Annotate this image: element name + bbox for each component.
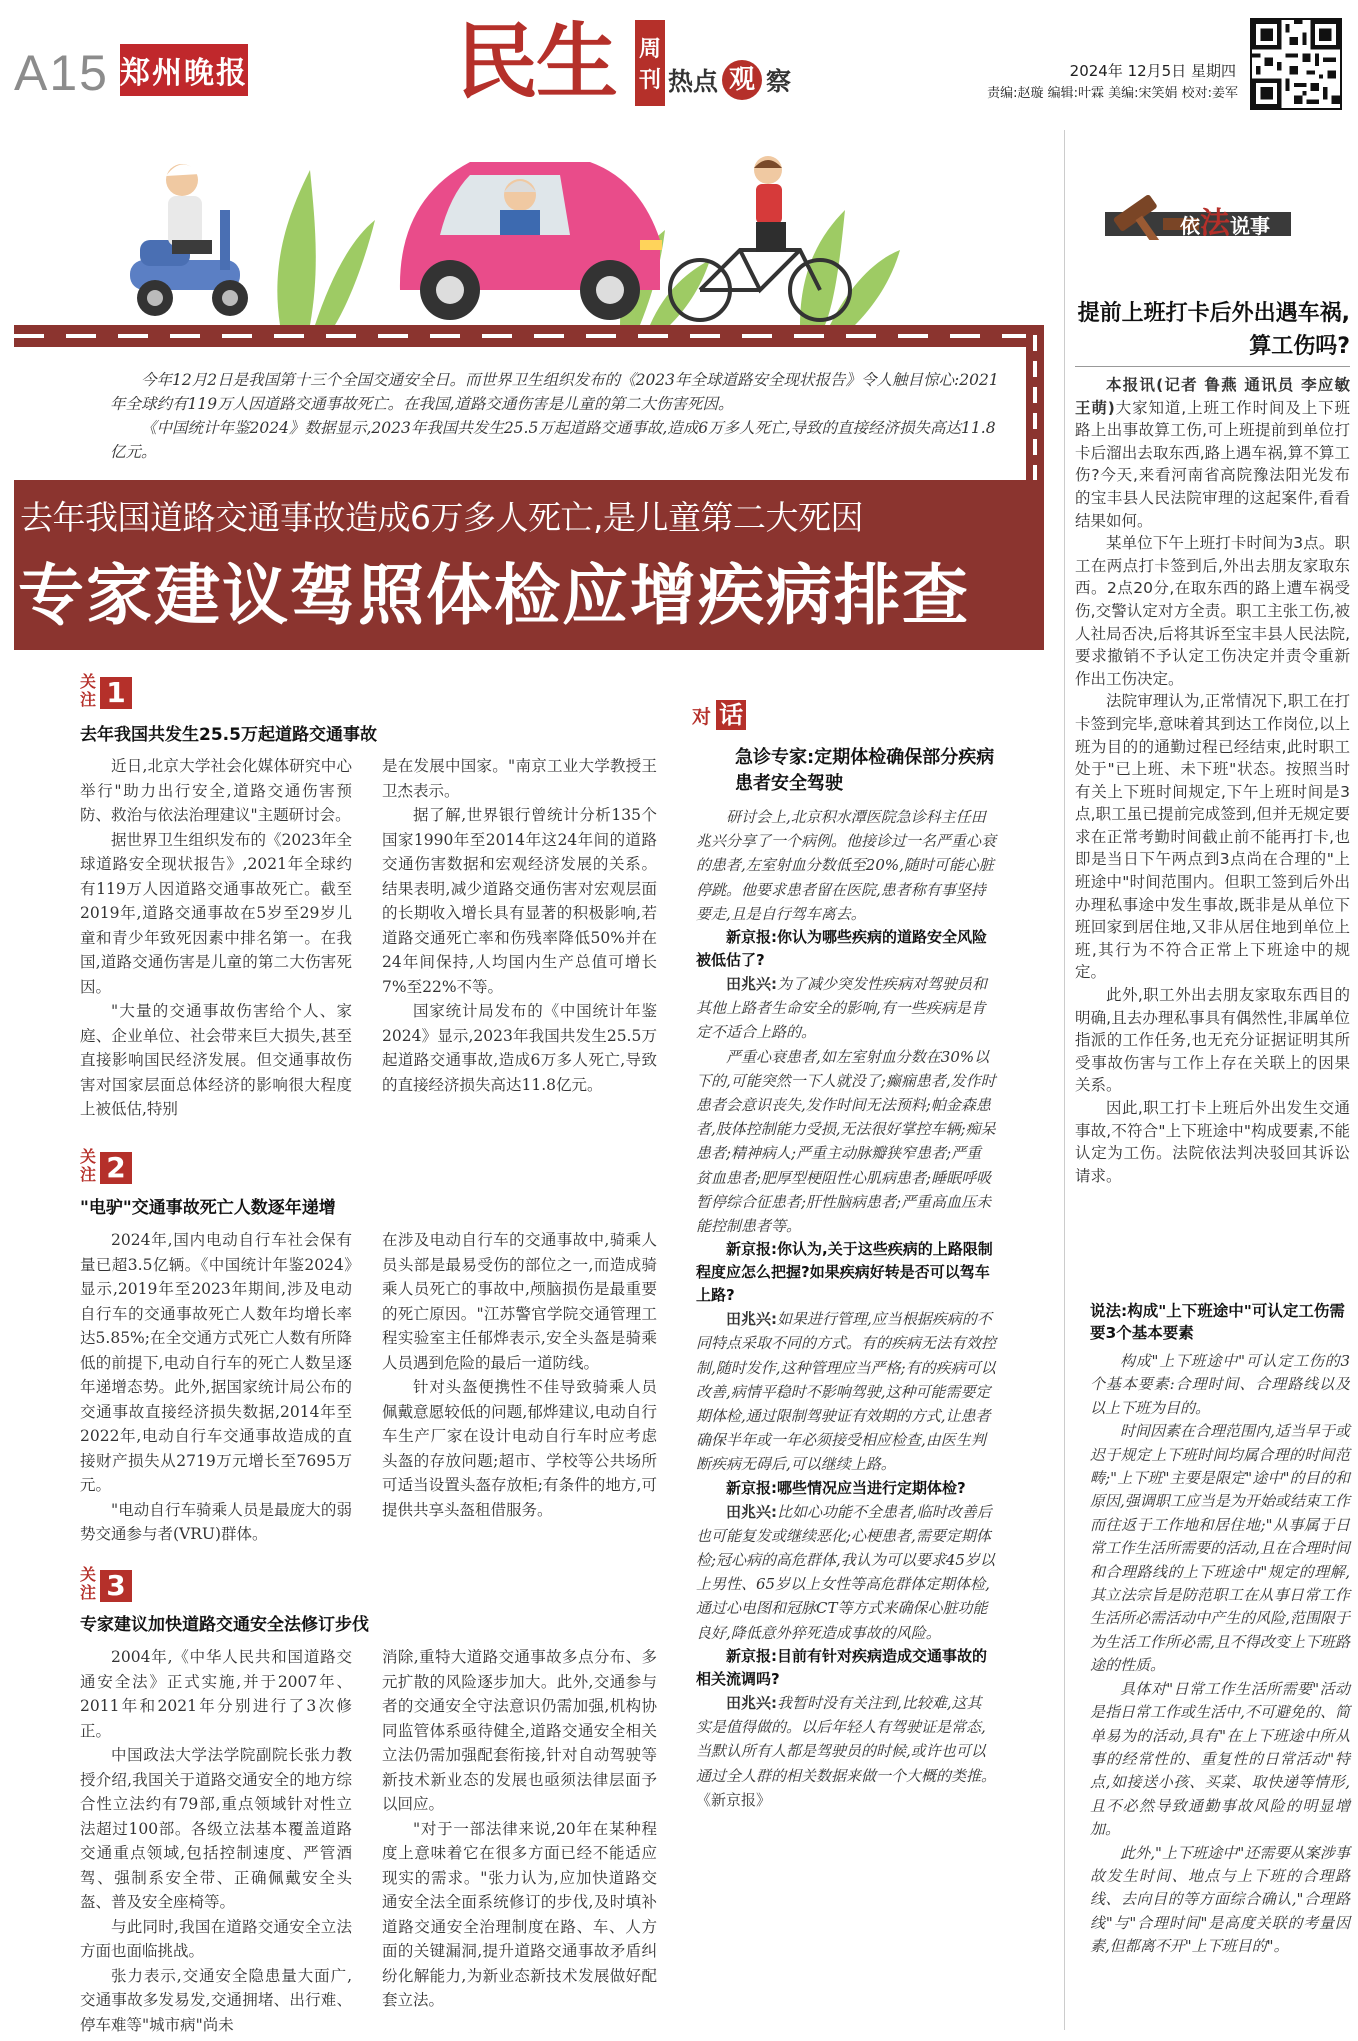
section3-kw-1: 关 [80, 1565, 97, 1584]
section1-kw-2: 注 [80, 690, 97, 709]
section3-col2-lead: 消除,重特大道路交通事故多点分布、多元扩散的风险逐步加大。此外,交通参与者的交通安全守法意识仍需加强,机构协同监管体系亟待健全,道路交通安全相关立法仍需加强配套衔接,针对自动驾驶等新技术新业态的发展也亟须法律层面予以回应。 [382, 1648, 657, 1813]
dialogue-text: 严重心衰患者,如左室射血分数在30%以下的,可能突然一下人就没了;癫痫患者,发作时患者会意识丧失,发作时间无法预料;帕金森患者,肢体控制能力受损,无法很好掌控车辆;痴呆患者;精神病人;严重主动脉瓣狭窄患者;严重贫血患者;肥厚型梗阻性心肌病患者;睡眠呼吸暂停综合征患者;肝性脑病患者;严重高血压未能控制患者等。 [696, 1047, 996, 1236]
section2-kw-1: 关 [80, 1147, 97, 1166]
dialogue-body [696, 805, 996, 1812]
rail-para: 因此,职工打卡上班后外出发生交通事故,不符合"上下班途中"构成要素,不能认定为工伤。法院依法判决驳回其诉讼请求。 [1075, 1099, 1350, 1185]
dialogue-tag [692, 700, 746, 730]
section2-col2-para: 针对头盔便携性不佳导致骑乘人员佩戴意愿较低的问题,郁烨建议,电动自行车生产厂家在设计电动自行车时应考虑头盔的存放问题;超市、学校等公共场所可适当设置头盔存放柜;有条件的地方,可提供共享头盔租借服务。 [382, 1378, 657, 1519]
dialogue-answer [696, 1691, 996, 1812]
dialogue-tag-word: 对 [692, 706, 712, 728]
law-tag-suffix: 说事 [1230, 214, 1270, 238]
section3-kw-2: 注 [80, 1583, 97, 1602]
intro-para-2: 《中国统计年鉴2024》数据显示,2023年我国共发生25.5万起道路交通事故,造成6万多人死亡,导致的直接经济损失高达11.8亿元。 [110, 419, 996, 461]
section1-title: 去年我国共发生25.5万起道路交通事故 [80, 725, 377, 745]
weekly-badge [635, 20, 665, 106]
section3-title: 专家建议加快道路交通安全法修订步伐 [80, 1615, 369, 1635]
column-suffix: 察 [766, 67, 792, 96]
issue-date: 2024年 12月5日 星期四 [1069, 62, 1236, 80]
rail-sub-para: 此外,"上下班途中"还需要从案涉事故发生时间、地点与上下班的合理路线、去向目的等方面综合确认,"合理路线"与"合理时间"是高度关联的考量因素,但都离不开"上下班目的"。 [1090, 1843, 1350, 1956]
rail-para: 此外,职工外出去朋友家取东西目的明确,且去办理私事具有偶然性,非属单位指派的工作任务,也无充分证据证明其所受事故伤害与工作上存在关联上的因果关系。 [1075, 986, 1350, 1095]
section2-col2-lead: 在涉及电动自行车的交通事故中,骑乘人员头部是最易受伤的部位之一,而造成骑乘人员死亡的事故中,颅脑损伤是最重要的死亡原因。"江苏警官学院交通管理工程实验室主任郁烨表示,安全头盔是骑乘人员遇到危险的最后一道防线。 [382, 1231, 657, 1372]
rail-sub-para: 时间因素在合理范围内,适当早于或迟于规定上下班时间均属合理的时间范畴;"上下班"主要是限定"途中"的目的和原因,强调职工应当是为开始或结束工作而往返于工作地和居住地;"从事属于日常工作生活所需要的活动,且在合理时间和合理路线的上下班途中"规定的理解,其立法宗旨是防范职工在从事日常工作生活所必需活动中产生的风险,范围限于为生活工作所必需,且不得改变上下班路途的性质。 [1090, 1422, 1350, 1675]
rail-para: 大家知道,上班工作时间及上下班路上出事故算工伤,可上班提前到单位打卡后溜出去取东西,路上遇车祸,算不算工伤?今天,来看河南省高院豫法阳光发布的宝丰县人民法院审理的这起案件,看看结果如何。 [1075, 398, 1350, 530]
weekly-char-2: 刊 [638, 68, 661, 93]
section2-number: 2 [100, 1152, 132, 1184]
dialogue-question [696, 1477, 996, 1500]
newspaper-logo: 郑州晚报 [120, 44, 248, 96]
dialogue-text: 新京报:你认为哪些疾病的道路安全风险被低估了? [696, 928, 988, 970]
section3-col1 [80, 1645, 352, 2037]
column-divider [1064, 130, 1065, 2030]
traffic-illustration [120, 140, 970, 325]
dialogue-speaker: 田兆兴: [726, 1310, 777, 1329]
weekly-char-1: 周 [638, 37, 661, 62]
column-prefix: 热点 [668, 67, 719, 96]
intro-para-1: 今年12月2日是我国第十三个全国交通安全日。而世界卫生组织发布的《2023年全球道路安全现状报告》令人触目惊心:2021年全球约有119万人因道路交通事故死亡。在我国,道路交通伤害是儿童的第二大伤害死因。 [110, 371, 999, 413]
rail-byline: 本报讯(记者 鲁燕 通讯员 李应敏 王萌) [1075, 376, 1350, 417]
dialogue-answer [696, 1307, 996, 1476]
dialogue-question [696, 926, 996, 972]
road-dash-line [14, 334, 1044, 338]
dialogue-tag-big: 话 [716, 700, 746, 730]
section1-number: 1 [100, 677, 132, 709]
dialogue-text: 我暂时没有关注到,比较难,这其实是值得做的。以后年轻人有驾驶证是常态,当默认所有人都是驾驶员的时候,或许也可以通过全人群的相关数据来做一个大概的类推。 [696, 1693, 997, 1785]
dialogue-text: 为了减少突发性疾病对驾驶员和其他上路者生命安全的影响,有一些疾病是肯定不适合上路的。 [696, 975, 988, 1042]
rail-sub-para: 具体对"日常工作生活所需要"活动是指日常工作或生活中,不可避免的、简单易为的活动,具有"在上下班途中所从事的经常性的、重复性的日常活动"特点,如接送小孩、买菜、取快递等情形,且不必然导致通勤事故风险的明显增加。 [1090, 1679, 1350, 1839]
section2-col1 [80, 1228, 352, 1547]
section1-col1-para: "大量的交通事故伤害给个人、家庭、企业单位、社会带来巨大损失,甚至直接影响国民经济发展。但交通事故伤害对国家层面总体经济的影响很大程度上被低估,特别 [80, 1002, 352, 1118]
section2-title: "电驴"交通事故死亡人数逐年递增 [80, 1198, 336, 1218]
section1-col1-para: 近日,北京大学社会化媒体研究中心举行"助力出行安全,道路交通伤害预防、救治与依法治理建议"主题研讨会。 [80, 757, 352, 824]
dialogue-text: 如果进行管理,应当根据疾病的不同特点采取不同的方式。有的疾病无法有效控制,随时发作,这种管理应当严格;有的疾病可以改善,病情平稳时不影响驾驶,这种可能需要定期体检,通过限制驾驶证有效期的方式,让患者确保半年或一年必须接受相应检查,由医生判断疾病无碍后,可以继续上路。 [696, 1310, 997, 1474]
dialogue-question [696, 1238, 996, 1307]
column-circle: 观 [722, 60, 762, 100]
section3-col1-para: 与此同时,我国在道路交通安全立法方面也面临挑战。 [80, 1917, 352, 1960]
section-title: 民生 [456, 14, 617, 110]
law-tag-big: 法 [1200, 206, 1230, 241]
dialogue-answer [696, 972, 996, 1045]
dialogue-speaker: 田兆兴: [726, 975, 777, 994]
dialogue-answer [696, 1500, 996, 1645]
rail-title-rule [1075, 366, 1350, 367]
dialogue-title: 急诊专家:定期体检确保部分疾病患者安全驾驶 [735, 747, 995, 794]
dialogue-speaker: 田兆兴: [726, 1693, 777, 1712]
section2-col1-para: "电动自行车骑乘人员是最庞大的弱势交通参与者(VRU)群体。 [80, 1500, 352, 1543]
section3-number: 3 [100, 1570, 132, 1602]
rail-title: 提前上班打卡后外出遇车祸,算工伤吗? [1077, 301, 1350, 359]
section3-col2 [382, 1645, 657, 2013]
dialogue-text: 新京报:目前有针对疾病造成交通事故的相关流调吗? [696, 1646, 988, 1688]
section3-col1-para: 张力表示,交通安全隐患量大面广,交通事故多发易发,交通拥堵、出行难、停车难等"城市病"尚未 [80, 1966, 352, 2034]
page-number: A15 [14, 45, 109, 101]
section2-kw-2: 注 [80, 1165, 97, 1184]
section2-col2 [382, 1228, 657, 1522]
headline-kicker: 去年我国道路交通事故造成6万多人死亡,是儿童第二大死因 [20, 498, 863, 537]
section1-col2-lead: 是在发展中国家。"南京工业大学教授王卫杰表示。 [382, 757, 657, 800]
road-dash-line-right [1033, 335, 1037, 480]
headline-main: 专家建议驾照体检应增疾病排查 [18, 556, 970, 634]
dialogue-question [696, 1645, 996, 1691]
dialogue-speaker: 田兆兴: [726, 1502, 777, 1521]
column-tag [668, 60, 791, 100]
section3-col1-para: 2004年,《中华人民共和国道路交通安全法》正式实施,并于2007年、2011年和2021年分别进行了3次修正。 [80, 1648, 352, 1740]
rail-subtitle: 说法:构成"上下班途中"可认定工伤需要3个基本要素 [1090, 1302, 1345, 1342]
dialogue-text: 新京报:你认为,关于这些疾病的上路限制程度应怎么把握?如果疾病好转是否可以驾车上路? [696, 1240, 993, 1305]
section3-col2-para: "对于一部法律来说,20年在某种程度上意味着它在很多方面已经不能适应现实的需求。"张力认为,应加快道路交通安全法全面系统修订的步伐,及时填补道路交通安全治理制度在路、车、人方面的关键漏洞,提升道路交通事故矛盾纠纷化解能力,为新业态新技术发展做好配套立法。 [382, 1819, 657, 2009]
rail-para: 某单位下午上班打卡时间为3点。职工在两点打卡签到后,外出去朋友家取东西。2点20分,在取东西的路上遭车祸受伤,交警认定对方全责。职工主张工伤,被人社局否决,后将其诉至宝丰县人民法院,要求撤销不予认定工伤决定并责令重新作出工伤决定。 [1075, 534, 1350, 688]
section1-kw-1: 关 [80, 672, 97, 691]
intro-paragraphs [110, 368, 1010, 464]
law-column-tag [1180, 198, 1270, 242]
section1-col1 [80, 754, 352, 1122]
dialogue-text: 研讨会上,北京积水潭医院急诊科主任田兆兴分享了一个病例。他接诊过一名严重心衰的患者,左室射血分数低至20%,随时可能心脏停跳。他要求患者留在医院,患者称有事坚持要走,且是自行驾车离去。 [696, 808, 997, 923]
editor-credits: 责编:赵璇 编辑:叶霖 美编:宋笑娟 校对:姜军 [987, 86, 1238, 101]
dialogue-text: 新京报:哪些情况应当进行定期体检? [726, 1478, 966, 1497]
law-tag-prefix: 依 [1180, 214, 1200, 238]
dialogue-answer [696, 1045, 996, 1239]
section1-col2 [382, 754, 657, 1097]
section1-col2-para: 国家统计局发布的《中国统计年鉴2024》显示,2023年我国共发生25.5万起道路交通事故,造成6万多人死亡,导致的直接经济损失高达11.8亿元。 [382, 1002, 657, 1094]
qr-code-icon[interactable] [1250, 18, 1342, 110]
section1-col2-para: 据了解,世界银行曾统计分析135个国家1990年至2014年这24年间的道路交通伤害数据和宏观经济发展的关系。结果表明,减少道路交通伤害对宏观层面的长期收入增长具有显著的积极影响,若道路交通死亡率和伤残率降低50%并在24年间保持,人均国内生产总值可增长7%至22%不等。 [382, 806, 657, 996]
rail-para: 法院审理认为,正常情况下,职工在打卡签到完毕,意味着其到达工作岗位,以上班为目的的通勤过程已经结束,此时职工处于"已上班、未下班"状态。按照当时有关上下班时间规定,下午上班时间是3点,职工虽已提前完成签到,但并无规定要求在正常考勤时间截止前不能再打卡,也即是当日下午两点到3点尚在合理的"上班途中"时间范围内。但职工签到后外出办理私事途中发生事故,既非是从单位下班回家到居住地,又非从居住地到单位上班,其行为不符合正常上下班途中的规定。 [1075, 692, 1350, 982]
rail-sub-body [1090, 1350, 1350, 1959]
rail-sub-para: 构成"上下班途中"可认定工伤的3个基本要素:合理时间、合理路线以及以上下班为目的。 [1090, 1352, 1350, 1417]
section2-col1-para: 2024年,国内电动自行车社会保有量已超3.5亿辆。《中国统计年鉴2024》显示,2019年至2023年期间,涉及电动自行车的交通事故死亡人数年均增长率达5.85%;在全交通方式死亡人数有所降低的前提下,电动自行车的死亡人数呈逐年递增态势。此外,据国家统计局公布的交通事故直接经济损失数据,2014年至2022年,电动自行车交通事故造成的直接财产损失从2719万元增长至7695万元。 [80, 1231, 352, 1494]
dialogue-answer [696, 805, 996, 926]
section3-col1-para: 中国政法大学法学院副院长张力教授介绍,我国关于道路交通安全的地方综合性立法约有79部,重点领域针对性立法超过100部。各级立法基本覆盖道路交通重点领域,包括控制速度、严管酒驾、强制系安全带、正确佩戴安全头盔、普及安全座椅等。 [80, 1746, 352, 1911]
section1-col1-para: 据世界卫生组织发布的《2023年全球道路安全现状报告》,2021年全球约有119万人因道路交通事故死亡。截至2019年,道路交通事故在5岁至29岁儿童和青少年致死因素中排名第一。在我国,道路交通伤害是儿童的第二大伤害死因。 [80, 830, 352, 996]
dialogue-source: 《新京报》 [696, 1790, 772, 1809]
rail-body [1075, 374, 1350, 1187]
dialogue-text: 比如心功能不全患者,临时改善后也可能复发或继续恶化;心梗患者,需要定期体检;冠心病的高危群体,我认为可以要求45岁以上男性、65岁以上女性等高危群体定期体检,通过心电图和冠脉CT等方式来确保心脏功能良好,降低意外猝死造成事故的风险。 [696, 1502, 995, 1642]
